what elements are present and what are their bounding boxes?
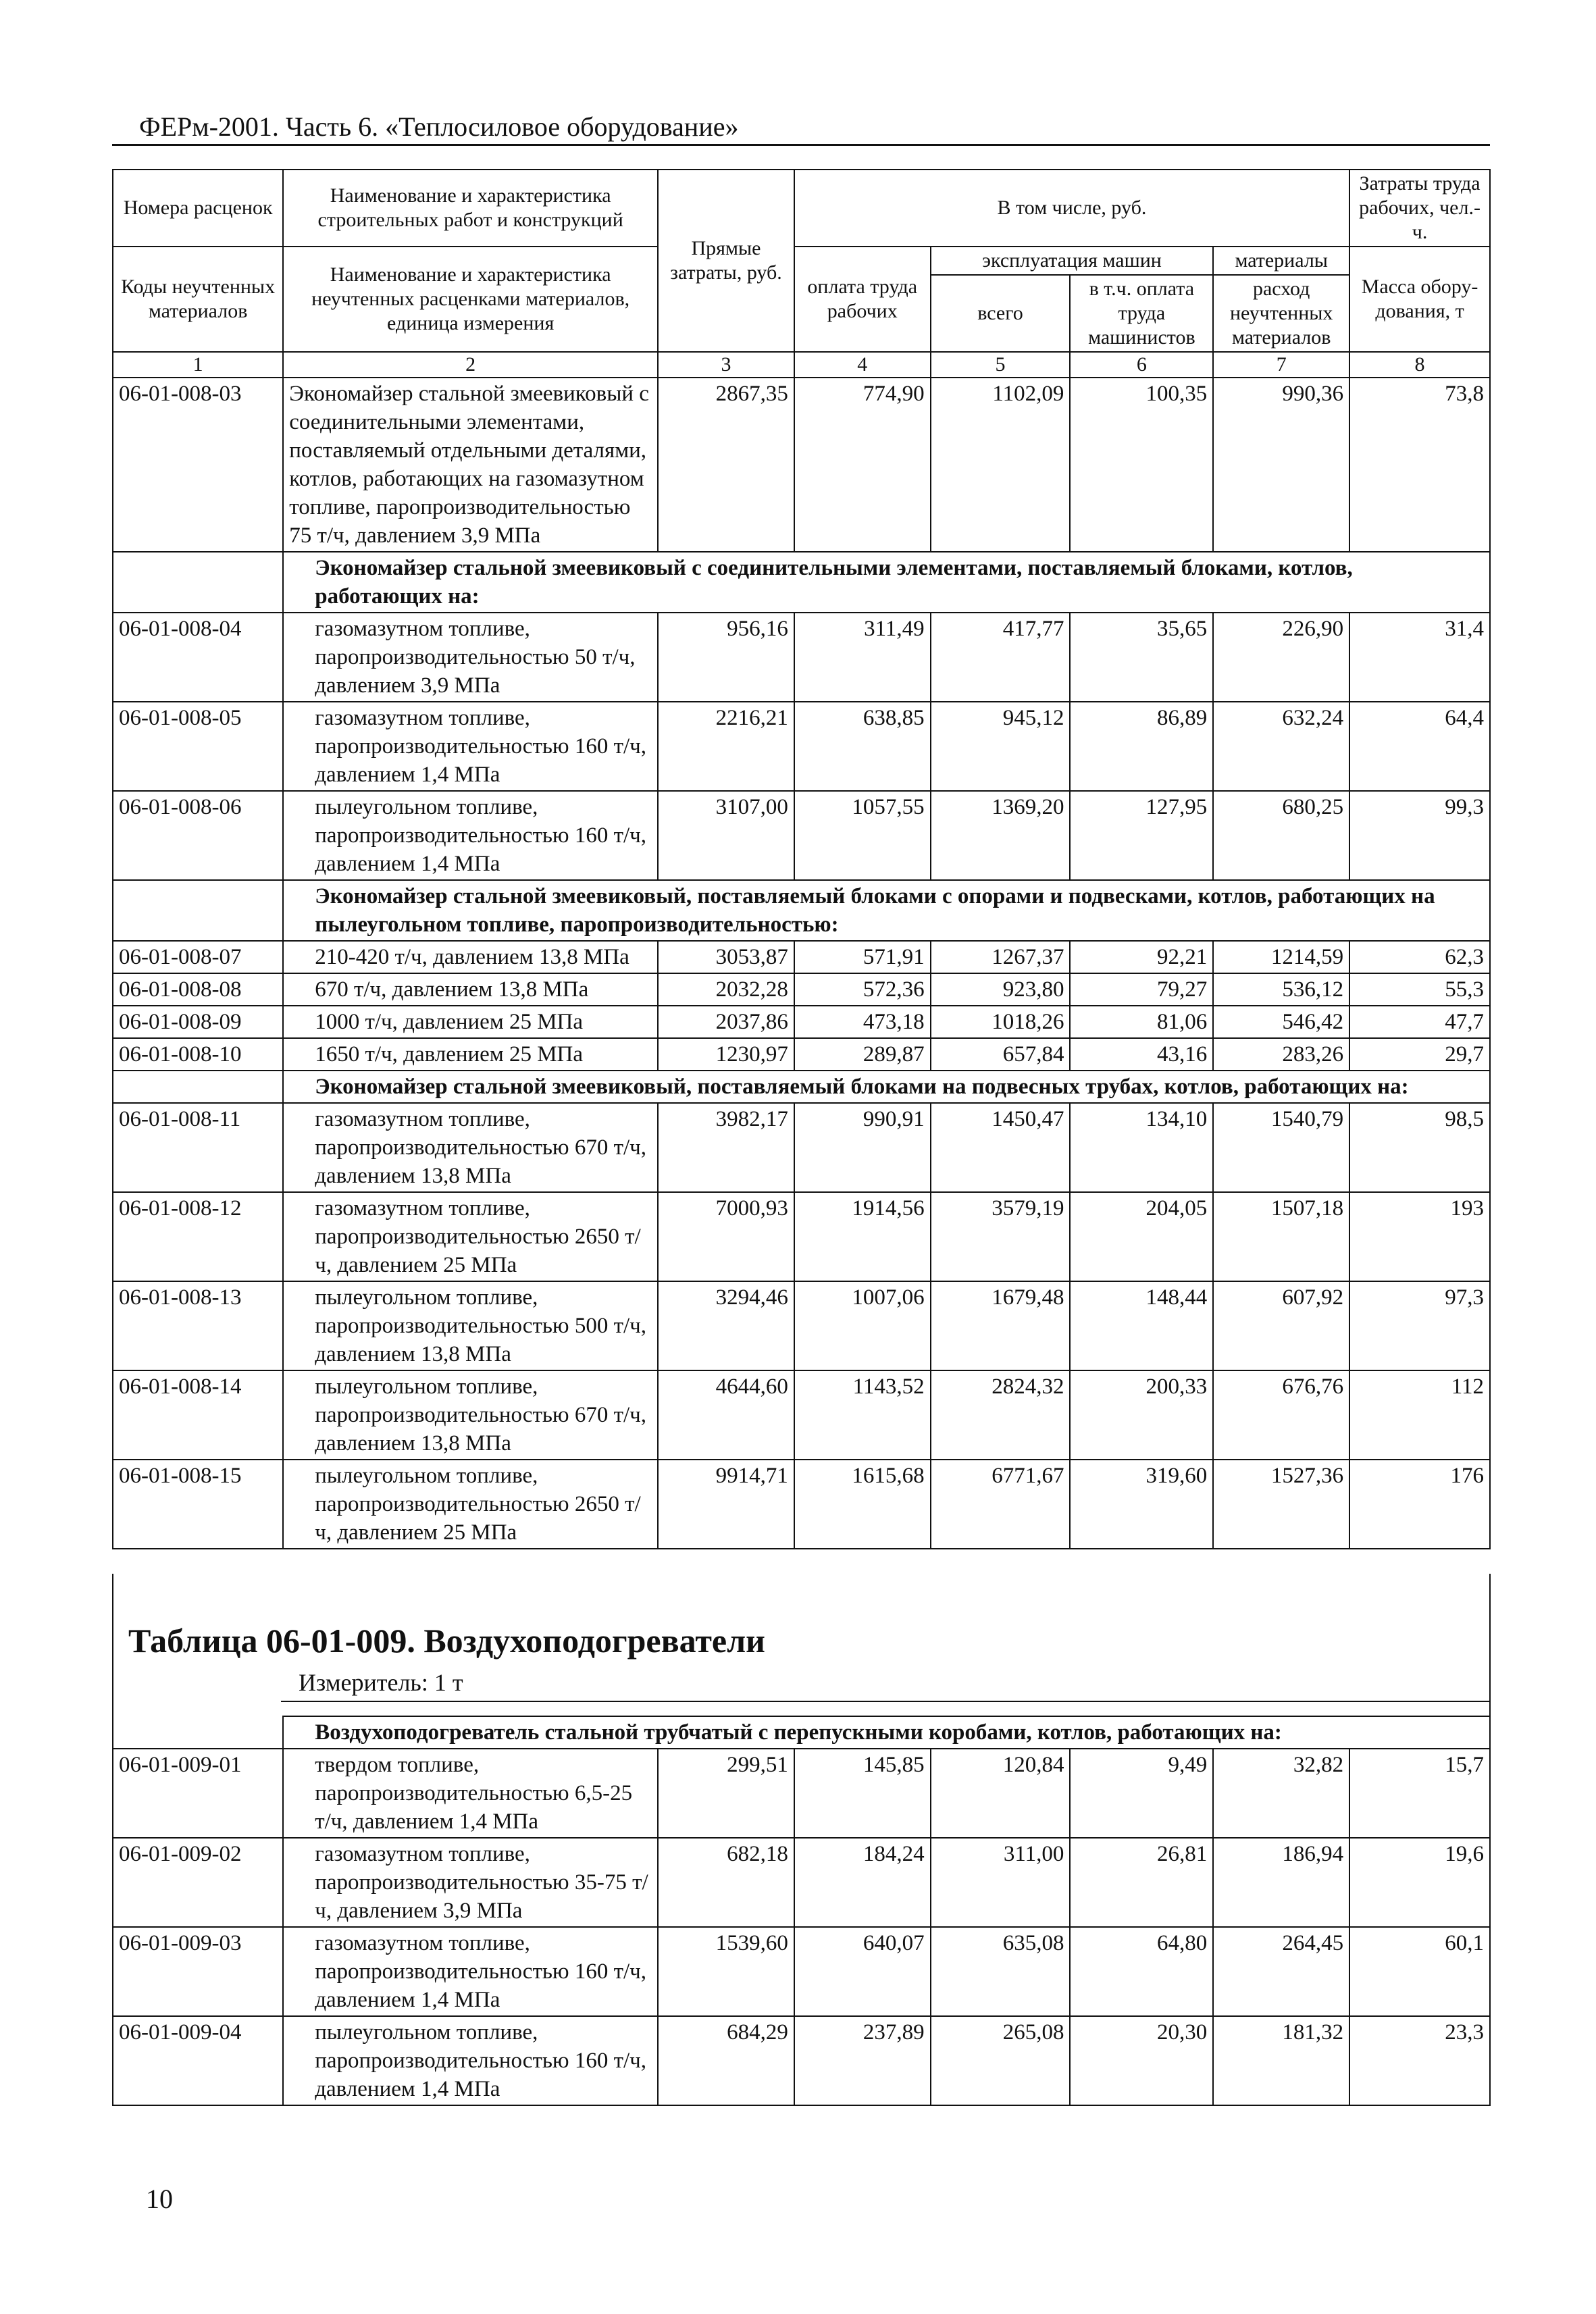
table-row: [113, 1370, 1490, 1460]
direct-costs: 1230,97: [658, 1038, 794, 1071]
col8-header-bottom: Масса обору-дования, т: [1349, 247, 1490, 352]
table-row: [113, 1192, 1490, 1281]
rate-code: 06-01-008-07: [113, 941, 283, 973]
labor-hours: 193: [1349, 1192, 1490, 1281]
labor-hours: 15,7: [1349, 1749, 1490, 1838]
rate-name: твердом топливе, паропроизводительностью 6,5-25 т/ч, давлением 1,4 МПа: [283, 1749, 658, 1838]
labor-wages: 1615,68: [794, 1460, 931, 1549]
materials-cost: 676,76: [1213, 1370, 1349, 1460]
direct-costs: 2032,28: [658, 973, 794, 1006]
col-number: 1: [113, 352, 283, 378]
direct-costs: 2216,21: [658, 702, 794, 791]
labor-hours: 29,7: [1349, 1038, 1490, 1071]
direct-costs: 9914,71: [658, 1460, 794, 1549]
col8-header-top: Затраты труда рабочих, чел.-ч.: [1349, 170, 1490, 247]
table-frame-left: [112, 1574, 113, 1717]
labor-hours: 176: [1349, 1460, 1490, 1549]
labor-wages: 311,49: [794, 613, 931, 702]
table-row: [113, 702, 1490, 791]
machinist-wages: 86,89: [1070, 702, 1213, 791]
labor-hours: 64,4: [1349, 702, 1490, 791]
rate-code: 06-01-008-05: [113, 702, 283, 791]
labor-wages: 638,85: [794, 702, 931, 791]
labor-wages: 184,24: [794, 1838, 931, 1927]
col-number: 2: [283, 352, 658, 378]
labor-wages: 1007,06: [794, 1281, 931, 1370]
materials-cost: 546,42: [1213, 1006, 1349, 1038]
machinist-wages: 64,80: [1070, 1927, 1213, 2016]
rate-name: газомазутном топливе, паропроизводительностью 50 т/ч, давлением 3,9 МПа: [283, 613, 658, 702]
rate-name: газомазутном топливе, паропроизводительностью 160 т/ч, давлением 1,4 МПа: [283, 1927, 658, 2016]
labor-hours: 55,3: [1349, 973, 1490, 1006]
rate-code: 06-01-008-14: [113, 1370, 283, 1460]
col-number: 3: [658, 352, 794, 378]
materials-cost: 1540,79: [1213, 1103, 1349, 1192]
header-divider: [112, 144, 1490, 146]
rate-code: 06-01-008-13: [113, 1281, 283, 1370]
labor-hours: 62,3: [1349, 941, 1490, 973]
rate-code: 06-01-009-01: [113, 1749, 283, 1838]
rate-name: пылеугольном топливе, паропроизводительностью 160 т/ч, давлением 1,4 МПа: [283, 791, 658, 880]
page-header-title: ФЕРм-2001. Часть 6. «Теплосиловое оборудование»: [139, 111, 739, 142]
labor-wages: 1914,56: [794, 1192, 931, 1281]
table-row: [113, 613, 1490, 702]
materials-cost: 32,82: [1213, 1749, 1349, 1838]
unit-label: Измеритель: 1 т: [299, 1669, 463, 1696]
labor-hours: 31,4: [1349, 613, 1490, 702]
machinist-wages: 100,35: [1070, 378, 1213, 552]
rate-name: пылеугольном топливе, паропроизводительностью 2650 т/ч, давлением 25 МПа: [283, 1460, 658, 1549]
machines-total: 6771,67: [931, 1460, 1071, 1549]
table-row: [113, 1038, 1490, 1071]
col3-header: Прямые затраты, руб.: [658, 170, 794, 352]
machinist-wages: 9,49: [1070, 1749, 1213, 1838]
materials-cost: 283,26: [1213, 1038, 1349, 1071]
labor-wages: 237,89: [794, 2016, 931, 2105]
rate-code: 06-01-008-09: [113, 1006, 283, 1038]
rates-table-06-01-009: [112, 1716, 1491, 2106]
rate-code: 06-01-009-02: [113, 1838, 283, 1927]
materials-cost: 186,94: [1213, 1838, 1349, 1927]
materials-cost: 181,32: [1213, 2016, 1349, 2105]
direct-costs: 684,29: [658, 2016, 794, 2105]
materials-cost: 264,45: [1213, 1927, 1349, 2016]
table-row: [113, 1927, 1490, 2016]
col1-header: [113, 170, 283, 247]
table-row: [113, 1006, 1490, 1038]
in-that-header: В том числе, руб.: [794, 170, 1349, 247]
rate-name: пылеугольном топливе, паропроизводительностью 500 т/ч, давлением 13,8 МПа: [283, 1281, 658, 1370]
machines-total: 265,08: [931, 2016, 1071, 2105]
machinist-wages: 81,06: [1070, 1006, 1213, 1038]
machinist-wages: 204,05: [1070, 1192, 1213, 1281]
machines-total: 635,08: [931, 1927, 1071, 2016]
unit-divider: [281, 1701, 1491, 1702]
group-row: [113, 1716, 1490, 1749]
machinist-wages: 79,27: [1070, 973, 1213, 1006]
labor-wages: 571,91: [794, 941, 931, 973]
labor-wages: 145,85: [794, 1749, 931, 1838]
rates-table-06-01-008: [112, 169, 1491, 1549]
col-number: 6: [1070, 352, 1213, 378]
machines-total: 1102,09: [931, 378, 1071, 552]
rate-code: 06-01-008-08: [113, 973, 283, 1006]
materials-cost: 990,36: [1213, 378, 1349, 552]
col2-header-top: Наименование и характеристика строительных работ и конструкций: [317, 184, 623, 231]
labor-hours: 99,3: [1349, 791, 1490, 880]
rate-name: 1650 т/ч, давлением 25 МПа: [283, 1038, 658, 1071]
labor-hours: 97,3: [1349, 1281, 1490, 1370]
machines-total: 311,00: [931, 1838, 1071, 1927]
col-number: 4: [794, 352, 931, 378]
col7-header: расход неучтенных материалов: [1213, 275, 1349, 352]
rate-code: 06-01-008-11: [113, 1103, 283, 1192]
rate-name: 1000 т/ч, давлением 25 МПа: [283, 1006, 658, 1038]
rate-name: пылеугольном топливе, паропроизводительностью 160 т/ч, давлением 1,4 МПа: [283, 2016, 658, 2105]
labor-wages: 289,87: [794, 1038, 931, 1071]
table-row: [113, 1281, 1490, 1370]
labor-hours: 19,6: [1349, 1838, 1490, 1927]
machinist-wages: 26,81: [1070, 1838, 1213, 1927]
col1-header-bottom: Коды неучтенных материалов: [113, 247, 283, 352]
rate-code: 06-01-008-10: [113, 1038, 283, 1071]
direct-costs: 7000,93: [658, 1192, 794, 1281]
labor-wages: 1143,52: [794, 1370, 931, 1460]
rate-name: 670 т/ч, давлением 13,8 МПа: [283, 973, 658, 1006]
group-row: [113, 552, 1490, 613]
col2-header-bottom: Наименование и характеристика неучтенных расценками материалов, единица измерения: [283, 247, 658, 352]
rate-name: пылеугольном топливе, паропроизводительностью 670 т/ч, давлением 13,8 МПа: [283, 1370, 658, 1460]
group-heading: Экономайзер стальной змеевиковый, поставляемый блоками с опорами и подвесками, котлов, работающих на пылеугольном топливе, паропроизводительностью:: [283, 880, 1490, 941]
rate-code: 06-01-009-03: [113, 1927, 283, 2016]
machinist-wages: 43,16: [1070, 1038, 1213, 1071]
machinist-wages: 148,44: [1070, 1281, 1213, 1370]
col2-header: [283, 170, 658, 247]
machines-total: 657,84: [931, 1038, 1071, 1071]
table-row: [113, 1749, 1490, 1838]
rate-name: Экономайзер стальной змеевиковый с соединительными элементами, поставляемый отдельными деталями, котлов, работающих на газомазутном топливе, паропроизводительностью 75 т/ч, давлением 3,9 МПа: [283, 378, 658, 552]
page-number: 10: [146, 2184, 173, 2214]
table-frame-right: [1489, 1574, 1491, 1717]
direct-costs: 2867,35: [658, 378, 794, 552]
labor-wages: 572,36: [794, 973, 931, 1006]
machines-total: 1369,20: [931, 791, 1071, 880]
table-row: [113, 378, 1490, 552]
rate-name: газомазутном топливе, паропроизводительностью 670 т/ч, давлением 13,8 МПа: [283, 1103, 658, 1192]
direct-costs: 3982,17: [658, 1103, 794, 1192]
materials-cost: 607,92: [1213, 1281, 1349, 1370]
labor-wages: 640,07: [794, 1927, 931, 2016]
machines-total: 1679,48: [931, 1281, 1071, 1370]
direct-costs: 3107,00: [658, 791, 794, 880]
machines-total: 2824,32: [931, 1370, 1071, 1460]
table-row: [113, 791, 1490, 880]
machines-total: 120,84: [931, 1749, 1071, 1838]
machines-total: 417,77: [931, 613, 1071, 702]
rate-name: газомазутном топливе, паропроизводительностью 35-75 т/ч, давлением 3,9 МПа: [283, 1838, 658, 1927]
rate-name: 210-420 т/ч, давлением 13,8 МПа: [283, 941, 658, 973]
col5-header: всего: [931, 275, 1071, 352]
col6-header: в т.ч. оплата труда машинистов: [1070, 275, 1213, 352]
table-row: [113, 1838, 1490, 1927]
machinist-wages: 35,65: [1070, 613, 1213, 702]
rate-name: газомазутном топливе, паропроизводительностью 2650 т/ч, давлением 25 МПа: [283, 1192, 658, 1281]
rate-name: газомазутном топливе, паропроизводительностью 160 т/ч, давлением 1,4 МПа: [283, 702, 658, 791]
labor-hours: 47,7: [1349, 1006, 1490, 1038]
group-row: [113, 880, 1490, 941]
labor-wages: 1057,55: [794, 791, 931, 880]
rate-code: 06-01-008-06: [113, 791, 283, 880]
machinist-wages: 134,10: [1070, 1103, 1213, 1192]
direct-costs: 956,16: [658, 613, 794, 702]
direct-costs: 2037,86: [658, 1006, 794, 1038]
labor-hours: 60,1: [1349, 1927, 1490, 2016]
labor-hours: 112: [1349, 1370, 1490, 1460]
labor-wages: 774,90: [794, 378, 931, 552]
direct-costs: 4644,60: [658, 1370, 794, 1460]
table-row: [113, 2016, 1490, 2105]
machines-header: эксплуатация машин: [931, 247, 1214, 275]
col-number: 8: [1349, 352, 1490, 378]
table-row: [113, 973, 1490, 1006]
col1-header-top: Номера расценок: [123, 197, 273, 219]
materials-cost: 632,24: [1213, 702, 1349, 791]
direct-costs: 1539,60: [658, 1927, 794, 2016]
machinist-wages: 127,95: [1070, 791, 1213, 880]
machines-total: 945,12: [931, 702, 1071, 791]
group-row: [113, 1071, 1490, 1103]
materials-cost: 1527,36: [1213, 1460, 1349, 1549]
machinist-wages: 200,33: [1070, 1370, 1213, 1460]
rate-code: 06-01-009-04: [113, 2016, 283, 2105]
machines-total: 3579,19: [931, 1192, 1071, 1281]
materials-cost: 536,12: [1213, 973, 1349, 1006]
machines-total: 1018,26: [931, 1006, 1071, 1038]
col-number: 7: [1213, 352, 1349, 378]
materials-cost: 680,25: [1213, 791, 1349, 880]
machines-total: 1450,47: [931, 1103, 1071, 1192]
group-heading: Воздухоподогреватель стальной трубчатый с перепускными коробами, котлов, работающих на:: [283, 1716, 1490, 1749]
rate-code: 06-01-008-15: [113, 1460, 283, 1549]
group-heading: Экономайзер стальной змеевиковый с соединительными элементами, поставляемый блоками, котлов, работающих на:: [283, 552, 1490, 613]
labor-hours: 73,8: [1349, 378, 1490, 552]
col-number: 5: [931, 352, 1071, 378]
table-row: [113, 941, 1490, 973]
materials-header: материалы: [1213, 247, 1349, 275]
labor-wages: 473,18: [794, 1006, 931, 1038]
materials-cost: 1507,18: [1213, 1192, 1349, 1281]
machines-total: 1267,37: [931, 941, 1071, 973]
group-heading: Экономайзер стальной змеевиковый, поставляемый блоками на подвесных трубах, котлов, работающих на:: [283, 1071, 1490, 1103]
materials-cost: 226,90: [1213, 613, 1349, 702]
col4-header: оплата труда рабочих: [794, 247, 931, 352]
machinist-wages: 319,60: [1070, 1460, 1213, 1549]
table-row: [113, 1460, 1490, 1549]
direct-costs: 3294,46: [658, 1281, 794, 1370]
rate-code: 06-01-008-03: [113, 378, 283, 552]
direct-costs: 3053,87: [658, 941, 794, 973]
labor-hours: 98,5: [1349, 1103, 1490, 1192]
materials-cost: 1214,59: [1213, 941, 1349, 973]
machines-total: 923,80: [931, 973, 1071, 1006]
direct-costs: 299,51: [658, 1749, 794, 1838]
labor-hours: 23,3: [1349, 2016, 1490, 2105]
table-row: [113, 1103, 1490, 1192]
table-title: Таблица 06-01-009. Воздухоподогреватели: [128, 1622, 765, 1660]
direct-costs: 682,18: [658, 1838, 794, 1927]
machinist-wages: 92,21: [1070, 941, 1213, 973]
rate-code: 06-01-008-04: [113, 613, 283, 702]
labor-wages: 990,91: [794, 1103, 931, 1192]
rate-code: 06-01-008-12: [113, 1192, 283, 1281]
machinist-wages: 20,30: [1070, 2016, 1213, 2105]
